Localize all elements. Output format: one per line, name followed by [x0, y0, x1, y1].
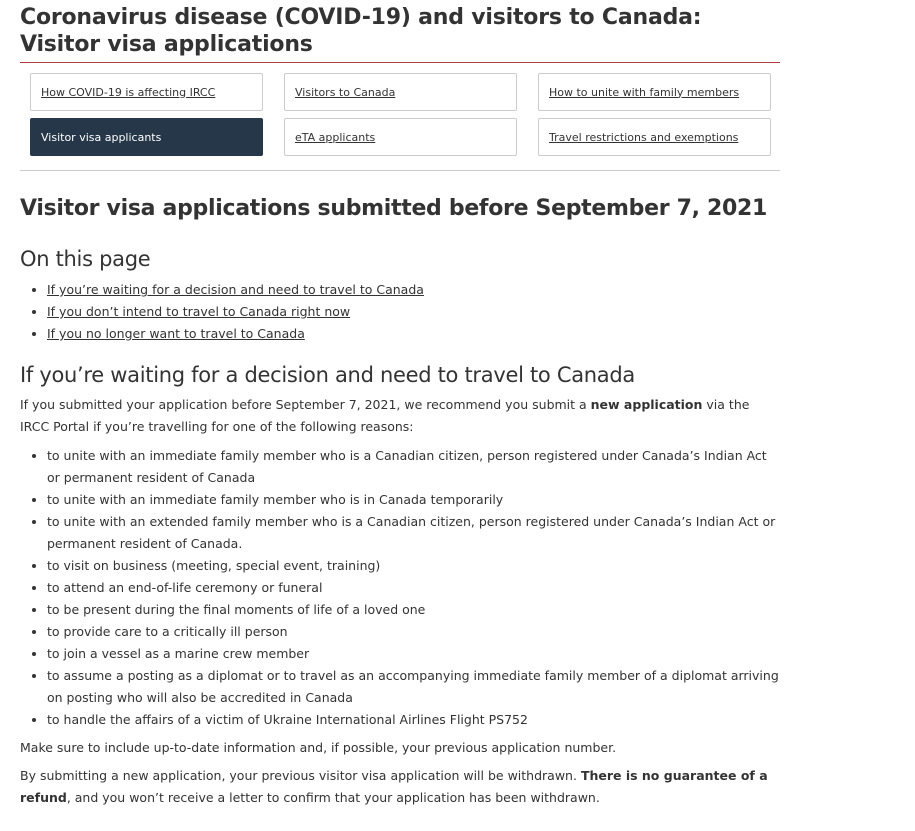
- submitting-text: [20, 765, 780, 809]
- list-item: • to be present during the final moments of life of a loved one: [47, 599, 780, 621]
- nav-card-travel-restrictions[interactable]: [538, 118, 771, 156]
- nav-card-visitor-visa-applicants[interactable]: [30, 118, 263, 156]
- on-this-page-heading: On this page: [20, 247, 151, 271]
- nav-divider: [20, 170, 780, 171]
- list-item: • to unite with an immediate family member who is a Canadian citizen, person registered under Canada’s Indian Act or permanent resident of Canada: [47, 445, 780, 489]
- nav-card-eta-applicants[interactable]: [284, 118, 517, 156]
- list-item: • to join a vessel as a marine crew member: [47, 643, 780, 665]
- nav-card-visitors-to-canada[interactable]: [284, 73, 517, 111]
- intro-bold: new application: [590, 397, 703, 412]
- on-this-page-list: [20, 279, 780, 345]
- topic-navigation: [20, 73, 780, 156]
- list-item: • to handle the affairs of a victim of Ukraine International Airlines Flight PS752: [47, 709, 780, 731]
- page-content: [20, 0, 780, 809]
- make-sure-text: Make sure to include up-to-date information and, if possible, your previous application number.: [20, 740, 617, 755]
- nav-card-label[interactable]: How COVID-19 is affecting IRCC: [41, 85, 216, 99]
- nav-card-covid-affecting-ircc[interactable]: [30, 73, 263, 111]
- nav-card-label[interactable]: Visitors to Canada: [295, 85, 396, 99]
- intro-text: If you submitted your application before September 7, 2021, we recommend you submit a: [20, 397, 591, 412]
- page-title: Coronavirus disease (COVID-19) and visitors to Canada: Visitor visa applications: [20, 4, 780, 63]
- nav-card-label[interactable]: Travel restrictions and exemptions: [549, 130, 739, 144]
- intro-text: via the IRCC Portal if you’re travelling for one of the following reasons:: [20, 397, 750, 434]
- submitting-text-part: By submitting a new application, your previous visitor visa application will be withdrawn.: [20, 768, 581, 783]
- list-item: • to provide care to a critically ill person: [47, 621, 780, 643]
- submitting-text-part: , and you won’t receive a letter to confirm that your application has been withdrawn.: [66, 790, 600, 805]
- list-item: • to attend an end-of-life ceremony or funeral: [47, 577, 780, 599]
- list-item: [47, 301, 780, 323]
- nav-card-unite-family[interactable]: [538, 73, 771, 111]
- reasons-list: [20, 445, 780, 731]
- list-item: • to unite with an immediate family member who is in Canada temporarily: [47, 489, 780, 511]
- toc-link-dont-intend[interactable]: If you don’t intend to travel to Canada right now: [47, 304, 351, 319]
- nav-card-label[interactable]: How to unite with family members: [549, 85, 740, 99]
- waiting-intro: [20, 394, 780, 438]
- toc-link-no-longer[interactable]: If you no longer want to travel to Canada: [47, 326, 305, 341]
- nav-card-label[interactable]: Visitor visa applicants: [41, 130, 162, 144]
- nav-card-label[interactable]: eTA applicants: [295, 130, 376, 144]
- toc-link-waiting[interactable]: If you’re waiting for a decision and need to travel to Canada: [47, 282, 424, 297]
- waiting-section-heading: If you’re waiting for a decision and need to travel to Canada: [20, 363, 635, 387]
- list-item: • to assume a posting as a diplomat or to travel as an accompanying immediate family member of a diplomat arriving on posting who will also be accredited in Canada: [47, 665, 780, 709]
- subtitle: Visitor visa applications submitted before September 7, 2021: [20, 196, 768, 221]
- list-item: [47, 279, 780, 301]
- list-item: • to visit on business (meeting, special event, training): [47, 555, 780, 577]
- list-item: [47, 323, 780, 345]
- list-item: • to unite with an extended family member who is a Canadian citizen, person registered under Canada’s Indian Act or permanent resident of Canada.: [47, 511, 780, 555]
- no-refund-bold: There is no guarantee of a refund: [20, 768, 768, 805]
